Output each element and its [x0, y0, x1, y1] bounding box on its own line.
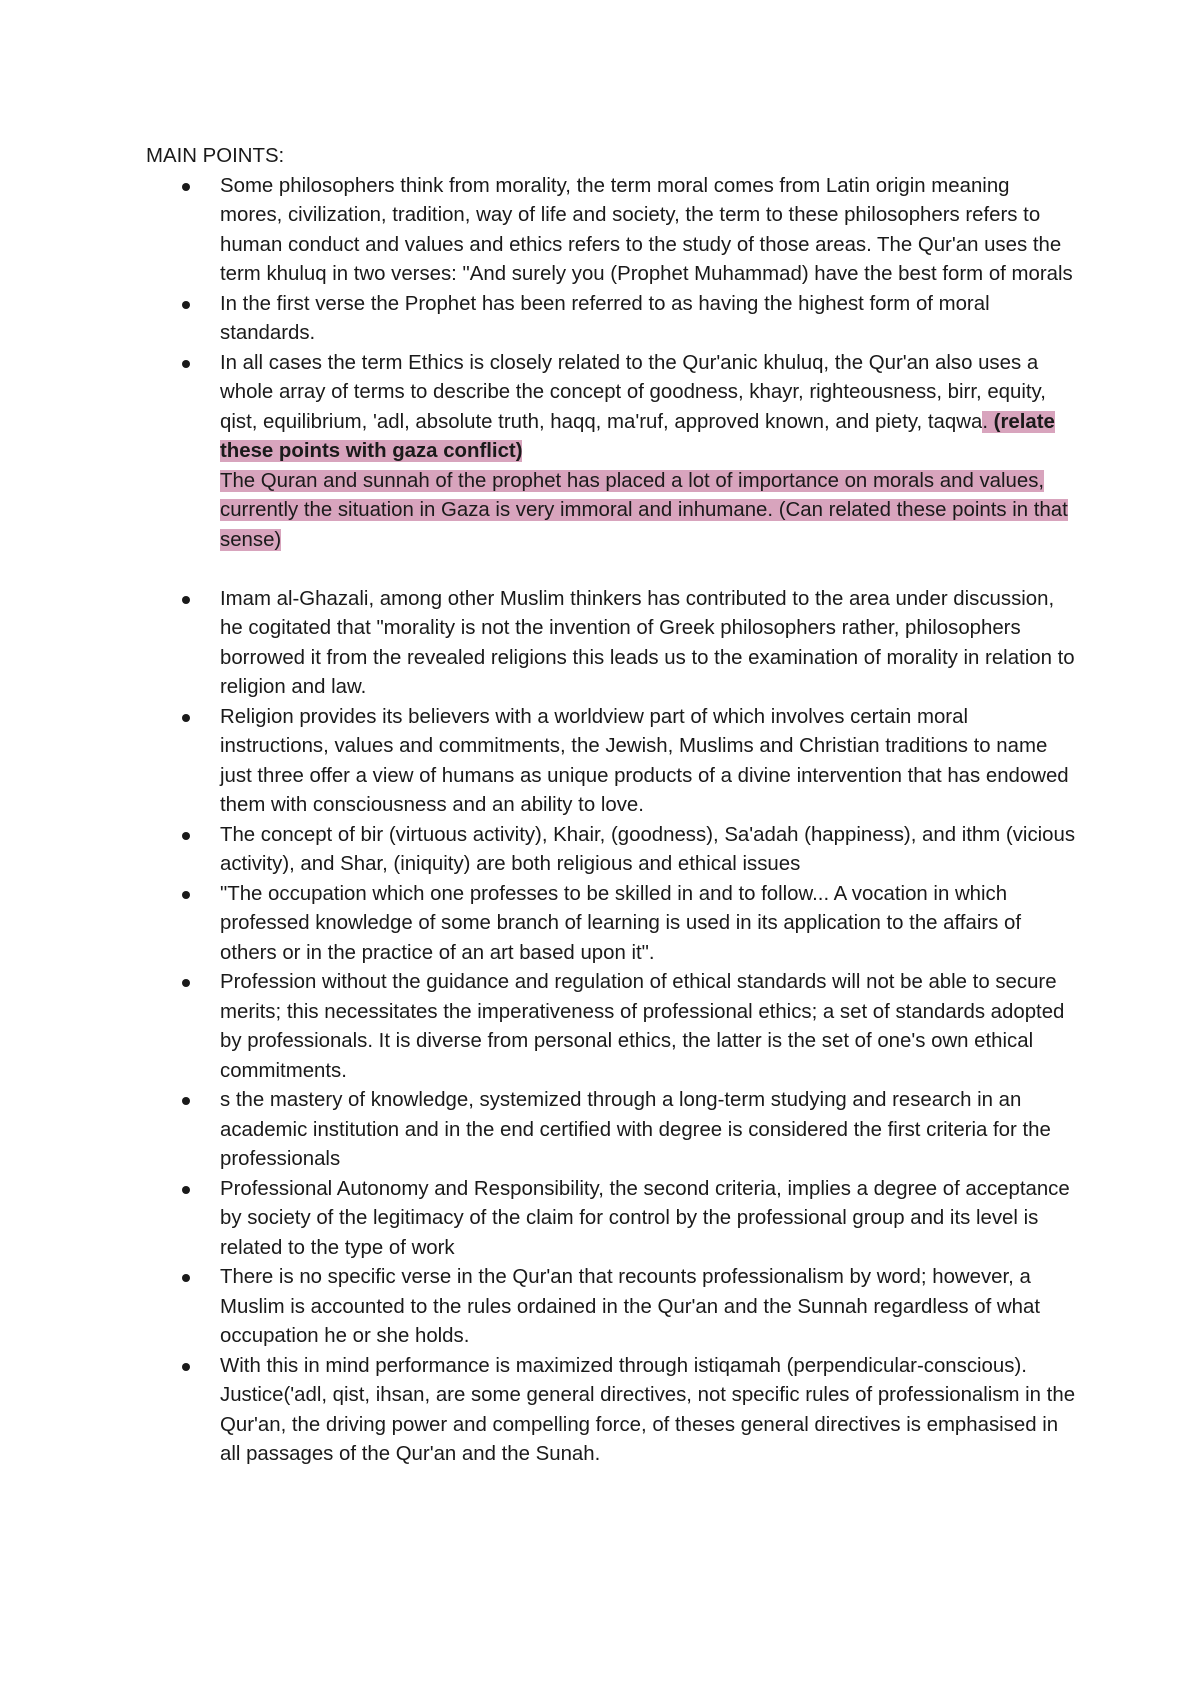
bullet-icon [182, 1363, 190, 1371]
bullet-icon [182, 596, 190, 604]
bullet-icon [182, 1186, 190, 1194]
list-item [220, 290, 1076, 349]
bullet-icon [182, 1274, 190, 1282]
list-item-text: Some philosophers think from morality, the term moral comes from Latin origin meaning mores, civilization, tradition, way of life and society, the term to these philosophers refers to human conduct and values and ethics refers to the study of those areas. The Qur'an uses the term khuluq in two verses: "And surely you (Prophet Muhammad) have the best form of morals [220, 174, 1073, 285]
list-item [220, 703, 1076, 821]
list-item-text: With this in mind performance is maximized through istiqamah (perpendicular-conscious). Justice('adl, qist, ihsan, are some general directives, not specific rules of professionalism in the Qur'an, the driving power and compelling force, of theses general directives is emphasised in all passages of the Qur'an and the Sunah. [220, 1354, 1076, 1465]
list-item-text: Imam al-Ghazali, among other Muslim thinkers has contributed to the area under discussion, he cogitated that "morality is not the invention of Greek philosophers rather, philosophers borrowed it from the revealed religions this leads us to the examination of morality in relation to religion and law. [220, 587, 1075, 698]
list-item-text: "The occupation which one professes to be skilled in and to follow... A vocation in which professed knowledge of some branch of learning is used in its application to the affairs of others or in the practice of an art based upon it". [220, 882, 1021, 964]
highlighted-paragraph: The Quran and sunnah of the prophet has placed a lot of importance on morals and values, currently the situation in Gaza is very immoral and inhumane. (Can related these points in that sense) [220, 469, 1068, 551]
bullet-icon [182, 714, 190, 722]
list-item-text: In all cases the term Ethics is closely related to the Qur'anic khuluq, the Qur'an also uses a whole array of terms to describe the concept of goodness, khayr, righteousness, birr, equity, qist, equilibrium, 'adl, absolute truth, haqq, ma'ruf, approved known, and piety, taqwa [220, 351, 1046, 433]
main-points-heading: MAIN POINTS: [146, 145, 285, 167]
blank-line [220, 555, 1076, 585]
list-item [220, 1263, 1076, 1352]
list-item [220, 821, 1076, 880]
highlighted-note: (relate these points with gaza conflict) [220, 410, 1055, 462]
bullet-icon [182, 891, 190, 899]
bullet-icon [182, 832, 190, 840]
bullet-icon [182, 1097, 190, 1105]
bullet-icon [182, 183, 190, 191]
list-item-text: s the mastery of knowledge, systemized through a long-term studying and research in an academic institution and in the end certified with degree is considered the first criteria for the professionals [220, 1089, 1051, 1170]
list-item-text: There is no specific verse in the Qur'an that recounts professionalism by word; however, a Muslim is accounted to the rules ordained in the Qur'an and the Sunnah regardless of what occupation he or she holds. [220, 1266, 1041, 1347]
list-item [220, 349, 1076, 585]
list-item-text: In the first verse the Prophet has been referred to as having the highest form of moral standards. [220, 292, 990, 344]
list-item [220, 1086, 1076, 1175]
bullet-icon [182, 301, 190, 309]
main-points-list [146, 172, 1076, 1470]
list-item-text: Professional Autonomy and Responsibility, the second criteria, implies a degree of acceptance by society of the legitimacy of the claim for control by the professional group and its level is related to the type of work [220, 1177, 1070, 1259]
list-item [220, 880, 1076, 969]
list-item [220, 585, 1076, 703]
list-item-text: The concept of bir (virtuous activity), Khair, (goodness), Sa'adah (happiness), and ithm (vicious activity), and Shar, (iniquity) are both religious and ethical issues [220, 823, 1076, 875]
list-item-text: Profession without the guidance and regulation of ethical standards will not be able to secure merits; this necessitates the imperativeness of professional ethics; a set of standards adopted by professionals. It is diverse from personal ethics, the latter is the set of one's own ethical commitments. [220, 971, 1065, 1082]
list-item [220, 1175, 1076, 1264]
list-item [220, 1352, 1076, 1470]
highlight-prefix: . [982, 410, 994, 433]
bullet-icon [182, 979, 190, 987]
list-item-text: Religion provides its believers with a worldview part of which involves certain moral instructions, values and commitments, the Jewish, Muslims and Christian traditions to name just three offer a view of humans as unique products of a divine intervention that has endowed them with consciousness and an ability to love. [220, 705, 1069, 816]
list-item [220, 968, 1076, 1086]
list-item [220, 172, 1076, 290]
bullet-icon [182, 360, 190, 368]
document-page [146, 142, 1076, 1470]
